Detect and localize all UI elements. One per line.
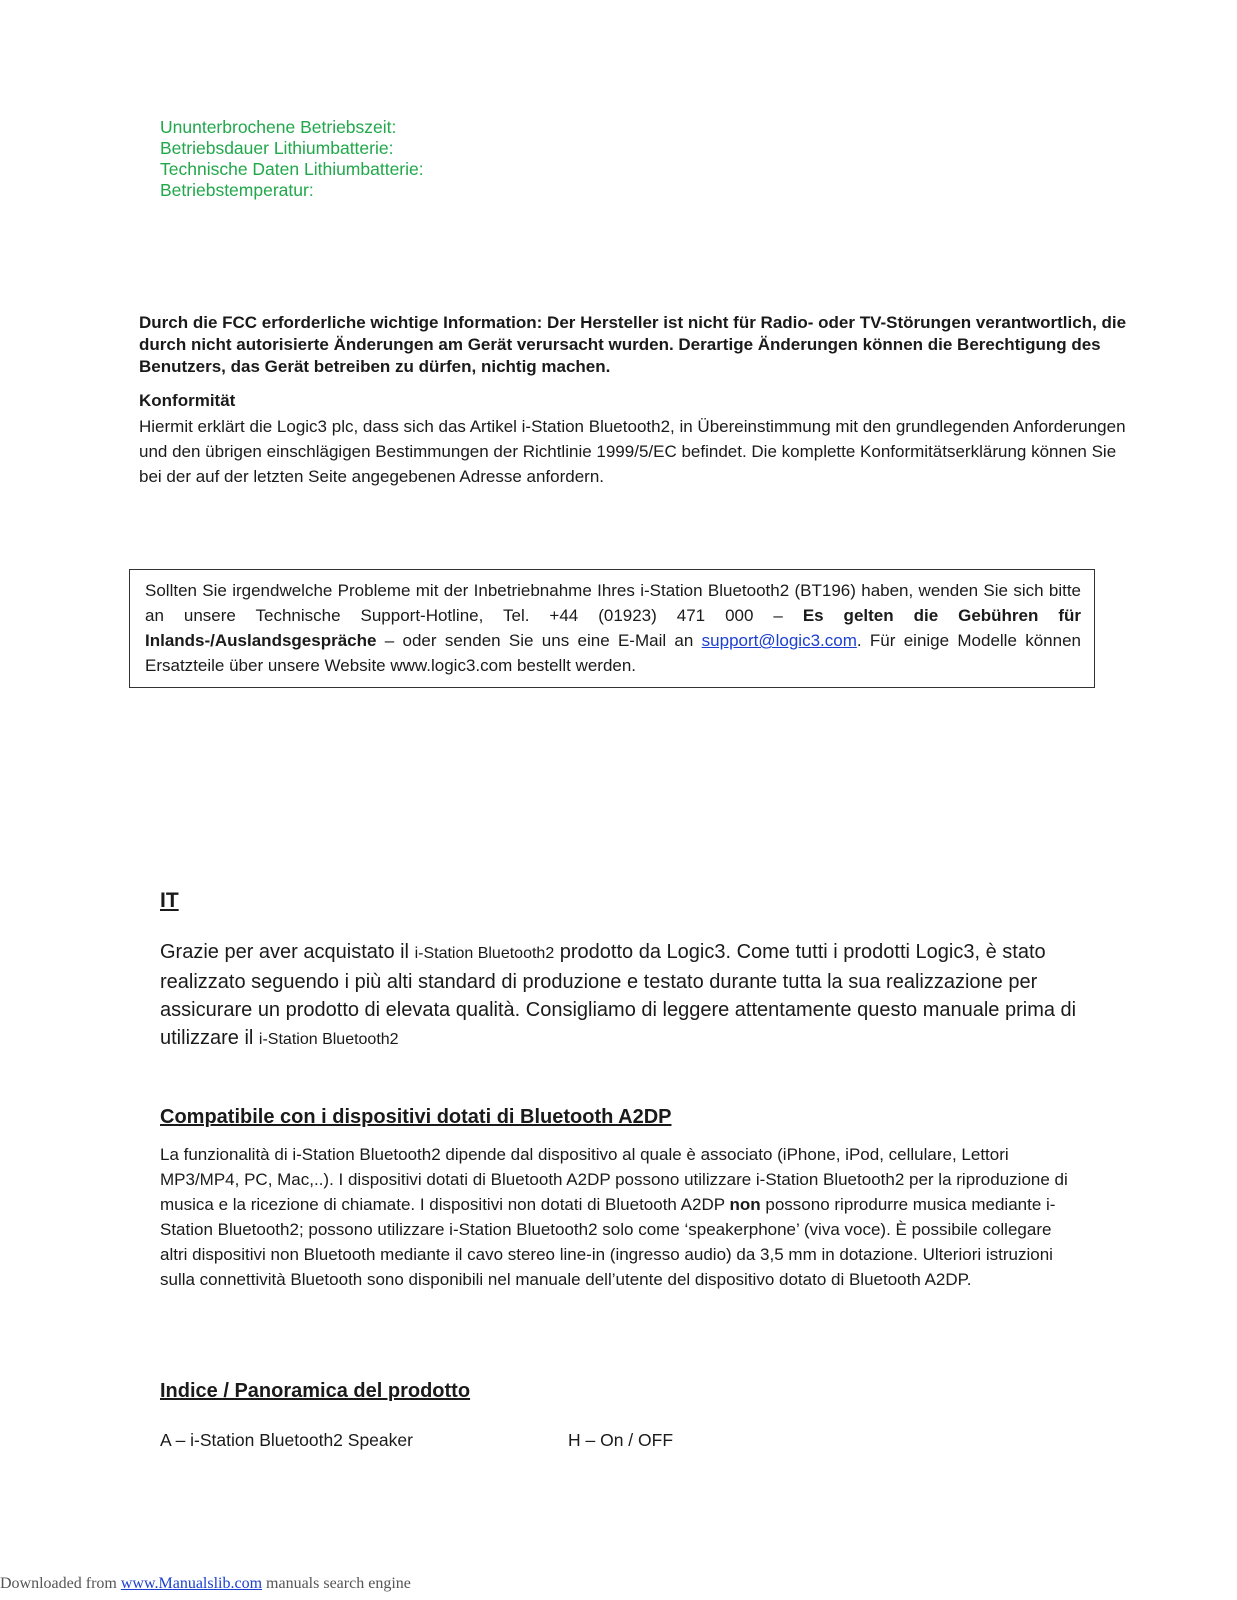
it-section-heading: IT: [160, 889, 179, 912]
footer-suffix: manuals search engine: [262, 1575, 411, 1592]
compat-text-bold: non: [729, 1195, 761, 1214]
intro-product-name: i-Station Bluetooth2: [414, 945, 555, 962]
support-text-part3: . Für einige Modelle können Ersatzteile über unsere Website www.logic3.com bestellt werden.: [145, 631, 1081, 675]
footer-prefix: Downloaded from: [0, 1575, 121, 1592]
specs-label-list: [160, 117, 424, 201]
support-email-link[interactable]: support@logic3.com: [701, 631, 857, 650]
conformity-heading: Konformität: [139, 391, 236, 410]
spec-label: Betriebstemperatur:: [160, 180, 314, 200]
intro-text-b: prodotto da Logic3. Come tutti i prodotti Logic3, è stato realizzato seguendo i più alti standard di produzione e testato durante tutta la sua realizzazione per assicurare un prodotto di elevata qualità. Consigliamo di leggere attentamente questo manuale prima di utilizzare il: [160, 941, 1077, 1049]
compat-heading: Compatibile con i dispositivi dotati di Bluetooth A2DP: [160, 1106, 672, 1128]
support-text: [145, 578, 1081, 678]
compat-text: [160, 1142, 1080, 1292]
support-box: [129, 569, 1095, 688]
download-footer: [0, 1575, 411, 1593]
it-intro-paragraph: [160, 938, 1080, 1054]
index-item-h: H – On / OFF: [568, 1430, 674, 1450]
spec-label: Betriebsdauer Lithiumbatterie:: [160, 138, 394, 158]
support-text-part1: Sollten Sie irgendwelche Probleme mit der Inbetriebnahme Ihres i-Station Bluetooth2 (BT196) haben, wenden Sie sich bitte an unsere Technische Support-Hotline, Tel. +44 (01923) 471 000 –: [145, 581, 1081, 625]
conformity-text: Hiermit erklärt die Logic3 plc, dass sich das Artikel i-Station Bluetooth2, in Übereinstimmung mit den grundlegenden Anforderungen und den übrigen einschlägigen Bestimmungen der Richtlinie 1999/5/EC befindet. Die komplette Konformitätserklärung können Sie bei der auf der letzten Seite angegebenen Adresse anfordern.: [139, 417, 1126, 486]
index-heading: Indice / Panoramica del prodotto: [160, 1380, 471, 1402]
manualslib-link[interactable]: www.Manualslib.com: [120, 1575, 263, 1592]
spec-label: Technische Daten Lithiumbatterie:: [160, 159, 424, 179]
compat-text-a: La funzionalità di i-Station Bluetooth2 dipende dal dispositivo al quale è associato (iPhone, iPod, cellulare, Lettori MP3/MP4, PC, Mac,..). I dispositivi dotati di Bluetooth A2DP possono utilizzare i-Station Bluetooth2 per la riproduzione di musica e la ricezione di chiamate. I dispositivi non dotati di Bluetooth A2DP: [160, 1145, 1068, 1214]
index-item-a: A – i-Station Bluetooth2 Speaker: [160, 1430, 413, 1450]
fcc-notice: Durch die FCC erforderliche wichtige Information: Der Hersteller ist nicht für Radio- oder TV-Störungen verantwortlich, die durch nicht autorisierte Änderungen am Gerät verursacht wurden. Derartige Änderungen können die Berechtigung des Benutzers, das Gerät betreiben zu dürfen, nichtig machen.: [139, 313, 1127, 376]
support-text-part2: – oder senden Sie uns eine E-Mail an: [376, 631, 702, 650]
intro-product-name-2: i-Station Bluetooth2: [258, 1031, 399, 1048]
support-fees-note: Es gelten die Gebühren für Inlands-/Auslandsgespräche: [145, 606, 1082, 650]
compat-text-b: possono riprodurre musica mediante i-Station Bluetooth2; possono utilizzare i-Station Bluetooth2 solo come ‘speakerphone’ (viva voce). È possibile collegare altri dispositivi non Bluetooth mediante il cavo stereo line-in (ingresso audio) da 3,5 mm in dotazione. Ulteriori istruzioni sulla connettività Bluetooth sono disponibili nel manuale dell’utente del dispositivo dotato di Bluetooth A2DP.: [160, 1195, 1056, 1289]
spec-label: Ununterbrochene Betriebszeit:: [160, 117, 397, 137]
intro-text-a: Grazie per aver acquistato il: [160, 941, 415, 963]
